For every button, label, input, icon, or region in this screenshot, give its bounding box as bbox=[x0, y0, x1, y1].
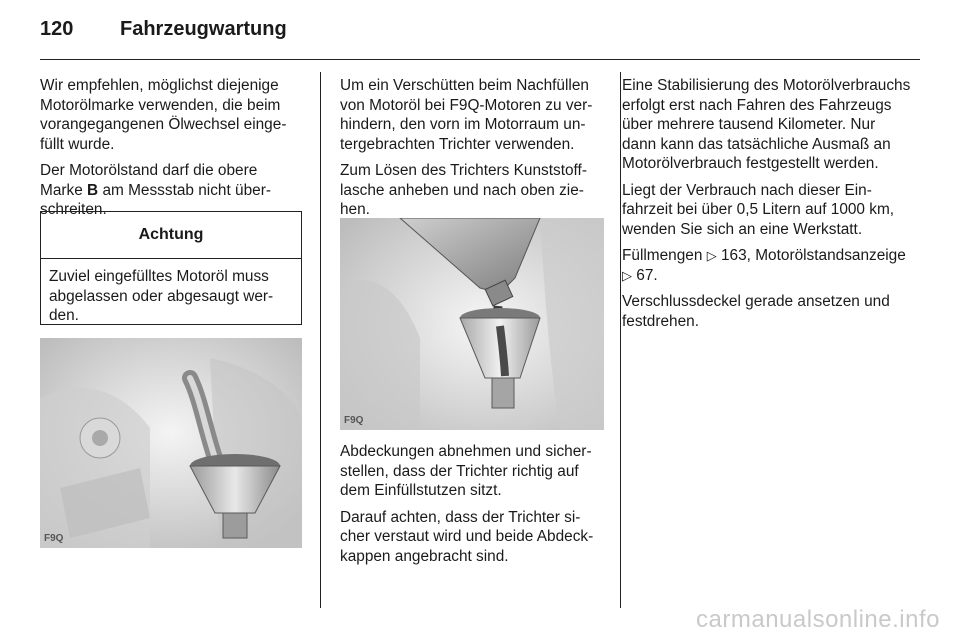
paragraph: Wir empfehlen, möglichst diejenige Motorölmarke verwenden, die beim vorangegangenen Ölwechsel eingefüllt wurde. bbox=[40, 77, 287, 153]
page-ref-link[interactable]: 163 bbox=[720, 247, 747, 264]
column-divider-1 bbox=[320, 72, 321, 608]
engine-illustration bbox=[40, 338, 302, 548]
column-divider-2 bbox=[620, 72, 621, 608]
paragraph: Verschlussdeckel gerade ansetzen und festdrehen. bbox=[622, 293, 890, 330]
paragraph: Abdeckungen abnehmen und sicherstellen, dass der Trichter richtig auf dem Einfüllstutzen sitzt. bbox=[340, 443, 592, 499]
warning-text: Zuviel eingefülltes Motoröl muss abgelassen oder abgesaugt werden. bbox=[49, 268, 274, 324]
paragraph: Darauf achten, dass der Trichter sicher verstaut wird und beide Abdeckkappen angebracht sind. bbox=[340, 508, 594, 565]
page-number: 120 bbox=[40, 18, 74, 40]
paragraph: Liegt der Verbrauch nach dieser Einfahrzeit bei über 0,5 Litern auf 1000 km, wenden Sie sich an eine Werkstatt. bbox=[622, 181, 895, 238]
warning-box bbox=[40, 211, 302, 325]
marker-b: B bbox=[87, 181, 99, 199]
figure-oil-filler bbox=[40, 338, 302, 548]
figure-label: F9Q bbox=[344, 415, 364, 426]
paragraph: Eine Stabilisierung des Motorölverbrauchs erfolgt erst nach Fahren des Fahrzeugs über mehrere tausend Kilometer. Nur dann kann das tatsächliche Ausmaß an Motorölverbrauch festgestellt werden. bbox=[622, 77, 911, 172]
column-2-lower bbox=[340, 442, 604, 573]
figure-funnel-pour bbox=[340, 218, 604, 430]
chapter-title: Fahrzeugwartung bbox=[120, 18, 287, 40]
page-ref-arrow-icon: ▷ bbox=[706, 248, 717, 263]
page-ref-link[interactable]: 67 bbox=[636, 266, 654, 284]
paragraph: Füllmengen ▷ 163, Motorölstandsanzeige ▷ 67. bbox=[622, 247, 906, 284]
header-rule bbox=[40, 59, 920, 60]
figure-label: F9Q bbox=[44, 533, 64, 544]
column-3 bbox=[622, 76, 912, 338]
paragraph: Der Motorölstand darf die obere Marke B am Messstab nicht überschreiten. bbox=[40, 162, 271, 218]
paragraph: Zum Lösen des Trichters Kunststofflasche anheben und nach oben ziehen. bbox=[340, 162, 587, 218]
paragraph: Um ein Verschütten beim Nachfüllen von Motoröl bei F9Q-Motoren zu verhindern, den vorn im Motorraum untergebrachten Trichter verwenden. bbox=[340, 77, 593, 153]
funnel-illustration bbox=[340, 218, 604, 430]
column-2 bbox=[340, 76, 604, 227]
page-ref-arrow-icon: ▷ bbox=[622, 267, 632, 283]
column-1 bbox=[40, 76, 304, 227]
watermark: carmanualsonline.info bbox=[696, 606, 940, 633]
warning-title: Achtung bbox=[41, 212, 301, 259]
